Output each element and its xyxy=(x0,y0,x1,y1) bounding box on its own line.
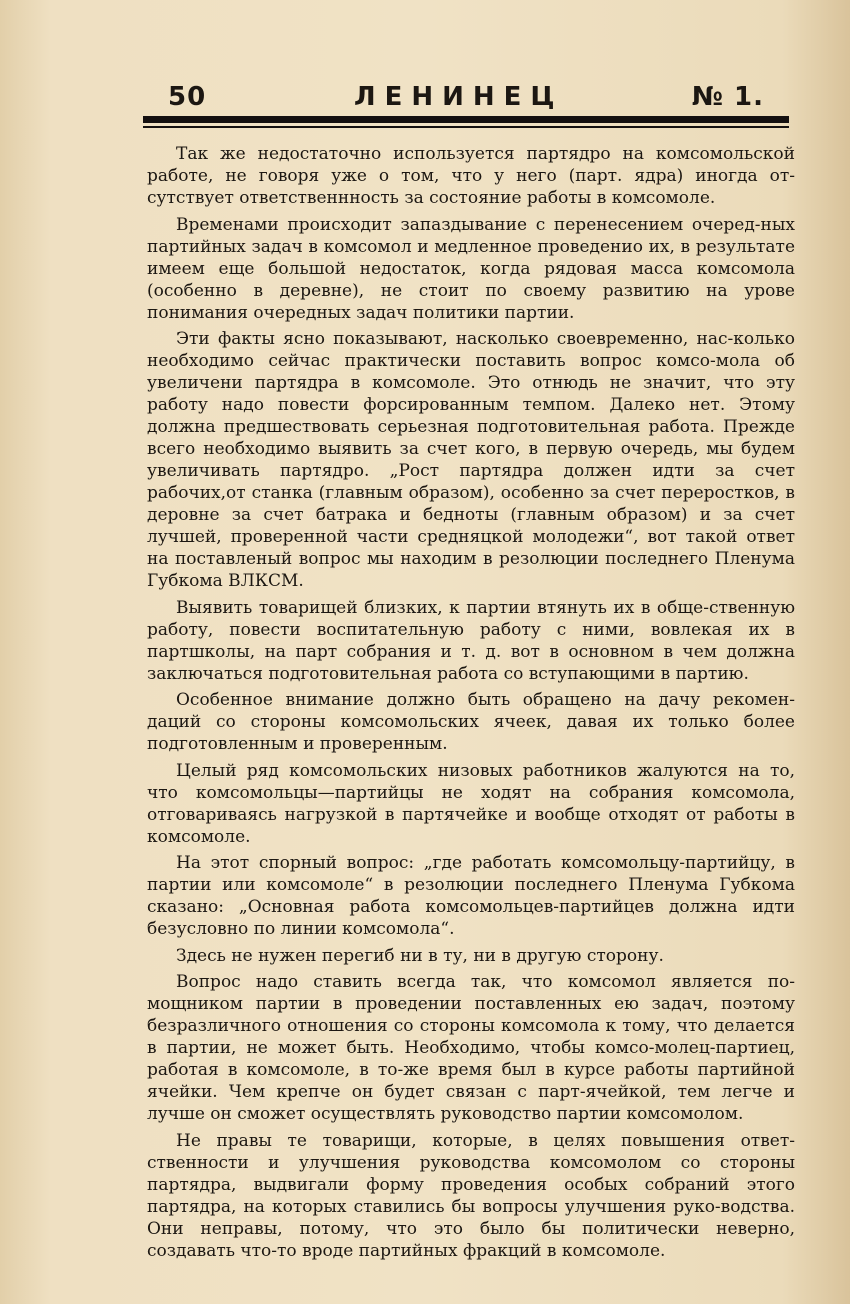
journal-title: ЛЕНИНЕЦ xyxy=(354,82,564,112)
paragraph: Целый ряд комсомольских низовых работников жалуются на то, что комсомольцы—партийцы не ходят на собрания комсомола, отговариваясь нагрузкой в партячейке и вообще отходят от работы в комсомоле. xyxy=(147,760,795,847)
paragraph: Здесь не нужен перегиб ни в ту, ни в другую сторону. xyxy=(176,945,664,966)
paragraph: Временами происходит запаздывание с перенесением очеред-ных партийных задач в комсомол и медленное проведенио их, в результате имеем еще большой недостаток, когда рядовая масса комсомола (особенно в деревне), не стоит по своему развитию на урове понимания очередных задач политики партии. xyxy=(147,214,795,323)
paragraph: Не правы те товарищи, которые, в целях повышения ответ-ственности и улучшения руководства комсомолом со стороны партядра, выдвигали форму проведения особых собраний этого партядра, на которых ставились бы вопросы улучшения руко-водства. Они неправы, потому, что это было бы политически неверно, создавать что-то вроде партийных фракций в комсомоле. xyxy=(147,1130,795,1261)
issue-number: № 1. xyxy=(691,82,764,112)
paragraph: Так же недостаточно используется партядро на комсомольской работе, не говоря уже о том, что у него (парт. ядра) иногда от-сутствует ответственнность за состояние работы в комсомоле. xyxy=(147,144,795,208)
header-rule-thin xyxy=(143,126,789,128)
paragraph: На этот спорный вопрос: „где работать комсомольцу-партийцу, в партии или комсомоле“ в резолюции последнего Пленума Губкома сказано: „Основная работа комсомольцев-партийцев должна идти безусловно по линии комсомола“. xyxy=(147,853,795,939)
paragraph: Эти факты ясно показывают, насколько своевременно, нас-колько необходимо сейчас практически поставить вопрос комсо-мола об увеличени партядра в комсомоле. Это отнюдь не значит, что эту работу надо повести форсированным темпом. Далеко нет. Этому должна предшествовать серьезная подготовительная работа. Прежде всего необходимо выявить за счет кого, в первую очередь, мы будем увеличивать партядро. „Рост партядра должен идти за счет рабочих,от станка (главным образом), особенно за счет переростков, в деровне за счет батрака и бедноты (главным образом) и за счет лучшей, проверенной части средняцкой молодежи“, вот такой ответ на поставленый вопрос мы находим в резолюции последнего Пленума Губкома ВЛКСМ. xyxy=(147,329,795,591)
paragraph: Вопрос надо ставить всегда так, что комсомол является по-мощником партии в проведении поставленных ею задач, поэтому безразличного отношения со стороны комсомола к тому, что делается в партии, не может быть. Необходимо, чтобы комсо-молец-партиец, работая в комсомоле, в то-же время был в курсе работы партийной ячейки. Чем крепче он будет связан с парт-ячейкой, тем легче и лучше он сможет осуществлять руководство партии комсомолом. xyxy=(147,972,795,1124)
paragraph: Выявить товарищей близких, к партии втянуть их в обще-ственную работу, повести воспитательную работу с ними, вовлекая их в партшколы, на парт собрания и т. д. вот в основном в чем должна заключаться подготовительная работа со вступающими в партию. xyxy=(147,597,795,684)
page-number: 50 xyxy=(168,82,207,112)
header-rule-thick xyxy=(143,116,789,123)
page-header xyxy=(168,78,790,118)
article-body xyxy=(147,143,795,1266)
paragraph: Особенное внимание должно быть обращено на дачу рекомен-даций со стороны комсомольских ячеек, давая их только более подготовленным и проверенным. xyxy=(147,690,795,754)
